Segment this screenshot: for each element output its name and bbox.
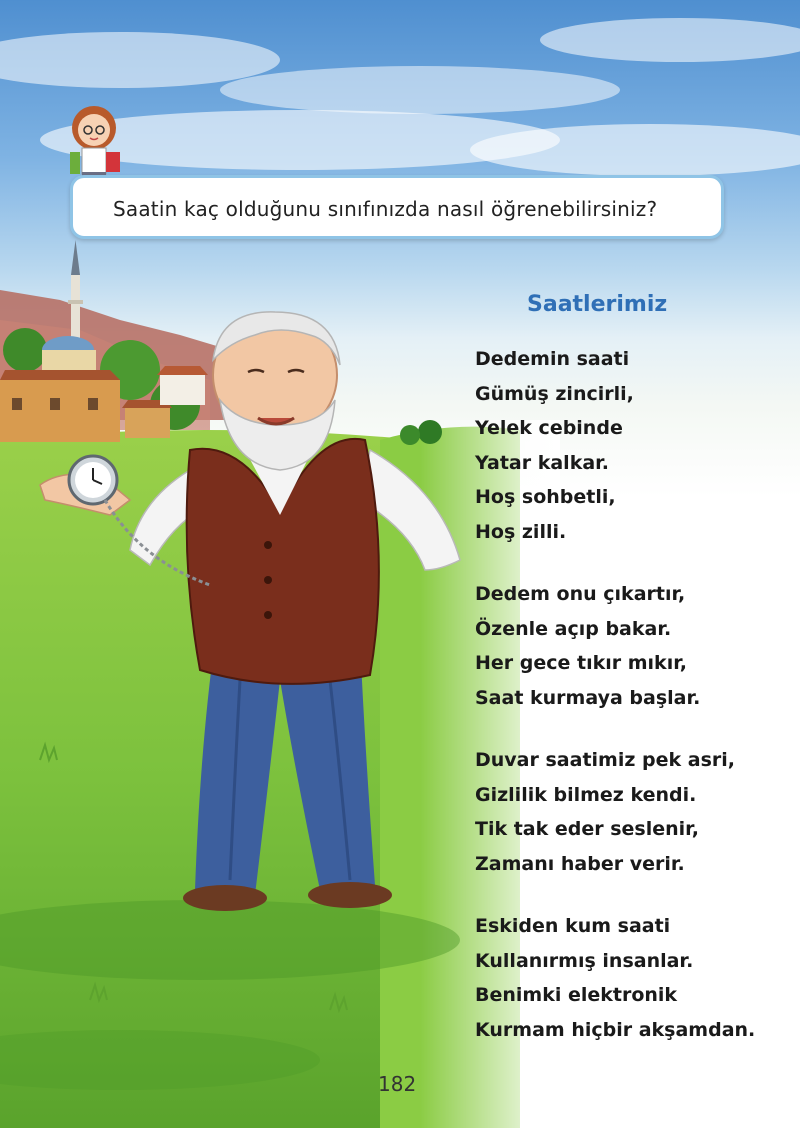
question-text: Saatin kaç olduğunu sınıfınızda nasıl öğrenebilirsiniz? — [113, 197, 658, 221]
poem-line: Gümüş zincirli, — [475, 382, 634, 405]
poem-line: Dedem onu çıkartır, — [475, 583, 686, 605]
poem-line: Zamanı haber verir. — [475, 852, 685, 875]
poem-line: Dedemin saati — [475, 348, 630, 370]
poem-line: Tik tak eder seslenir, — [475, 818, 699, 840]
poem-line: Hoş zilli. — [475, 520, 567, 543]
poem-line: Kurmam hiçbir akşamdan. — [475, 1018, 756, 1041]
stanza — [475, 743, 755, 881]
question-box — [70, 175, 724, 239]
poem-line: Yelek cebinde — [475, 417, 623, 439]
grandfather-illustration — [30, 300, 480, 930]
poem-title: Saatlerimiz — [527, 292, 668, 317]
poem-line: Saat kurmaya başlar. — [475, 686, 701, 709]
poem-line: Gizlilik bilmez kendi. — [475, 783, 697, 806]
poem-line: Her gece tıkır mıkır, — [475, 652, 688, 674]
poem-line: Duvar saatimiz pek asri, — [475, 749, 735, 771]
poem-line: Özenle açıp bakar. — [475, 617, 672, 640]
poem-line: Benimki elektronik — [475, 984, 678, 1006]
poem-line: Eskiden kum saati — [475, 915, 671, 937]
stanza — [475, 577, 755, 715]
poem-line: Yatar kalkar. — [475, 451, 610, 474]
poem-line: Hoş sohbetli, — [475, 486, 616, 508]
stanza — [475, 342, 755, 549]
poem-line: Kullanırmış insanlar. — [475, 949, 694, 972]
page-number: 182 — [378, 1072, 417, 1096]
stanza — [475, 909, 755, 1047]
poem — [475, 342, 755, 1075]
